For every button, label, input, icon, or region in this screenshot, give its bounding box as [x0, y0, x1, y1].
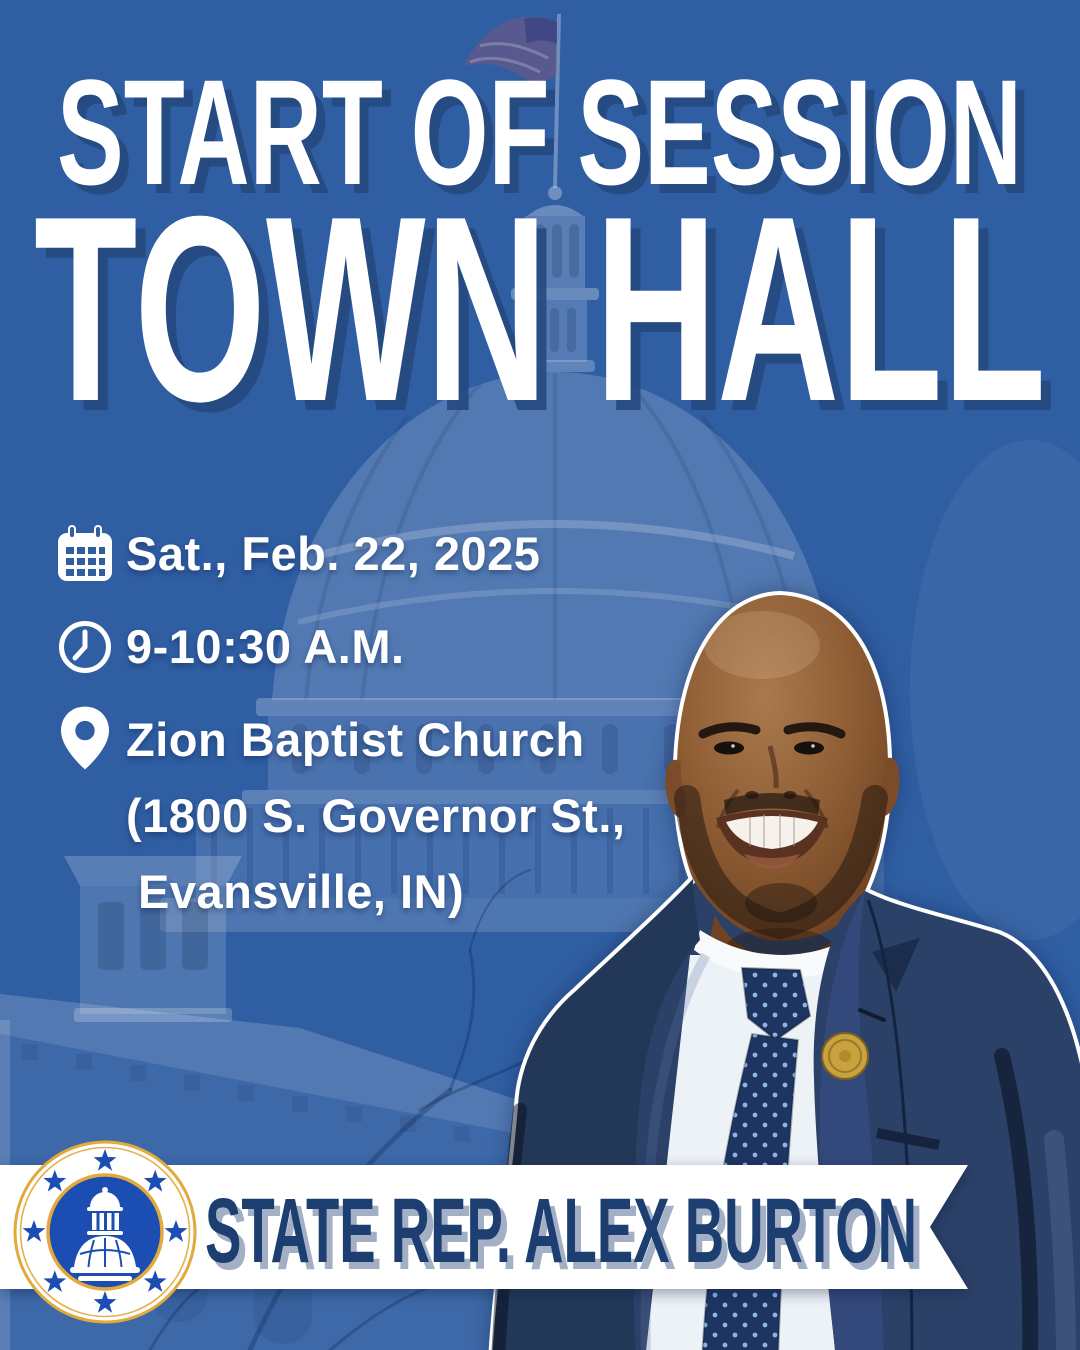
page-title-line1: START OF SESSION [57, 48, 1022, 216]
page-title-line2: TOWN HALL [34, 161, 1046, 456]
banner-name: STATE REP. ALEX BURTON [205, 1180, 917, 1282]
banner-name-shadow: STATE REP. ALEX BURTON [211, 1187, 923, 1289]
venue-address-line1: (1800 S. Governor St., [126, 789, 626, 842]
event-time: 9-10:30 A.M. [126, 620, 405, 673]
venue-address-line2: Evansville, IN) [138, 865, 465, 918]
page-title-line1-shadow: START OF SESSION [66, 57, 1031, 225]
capitol-dome-seal-icon [15, 1142, 195, 1322]
page-title-line2-shadow: TOWN HALL [44, 171, 1056, 466]
event-date: Sat., Feb. 22, 2025 [126, 527, 541, 580]
venue-name: Zion Baptist Church [126, 713, 585, 766]
